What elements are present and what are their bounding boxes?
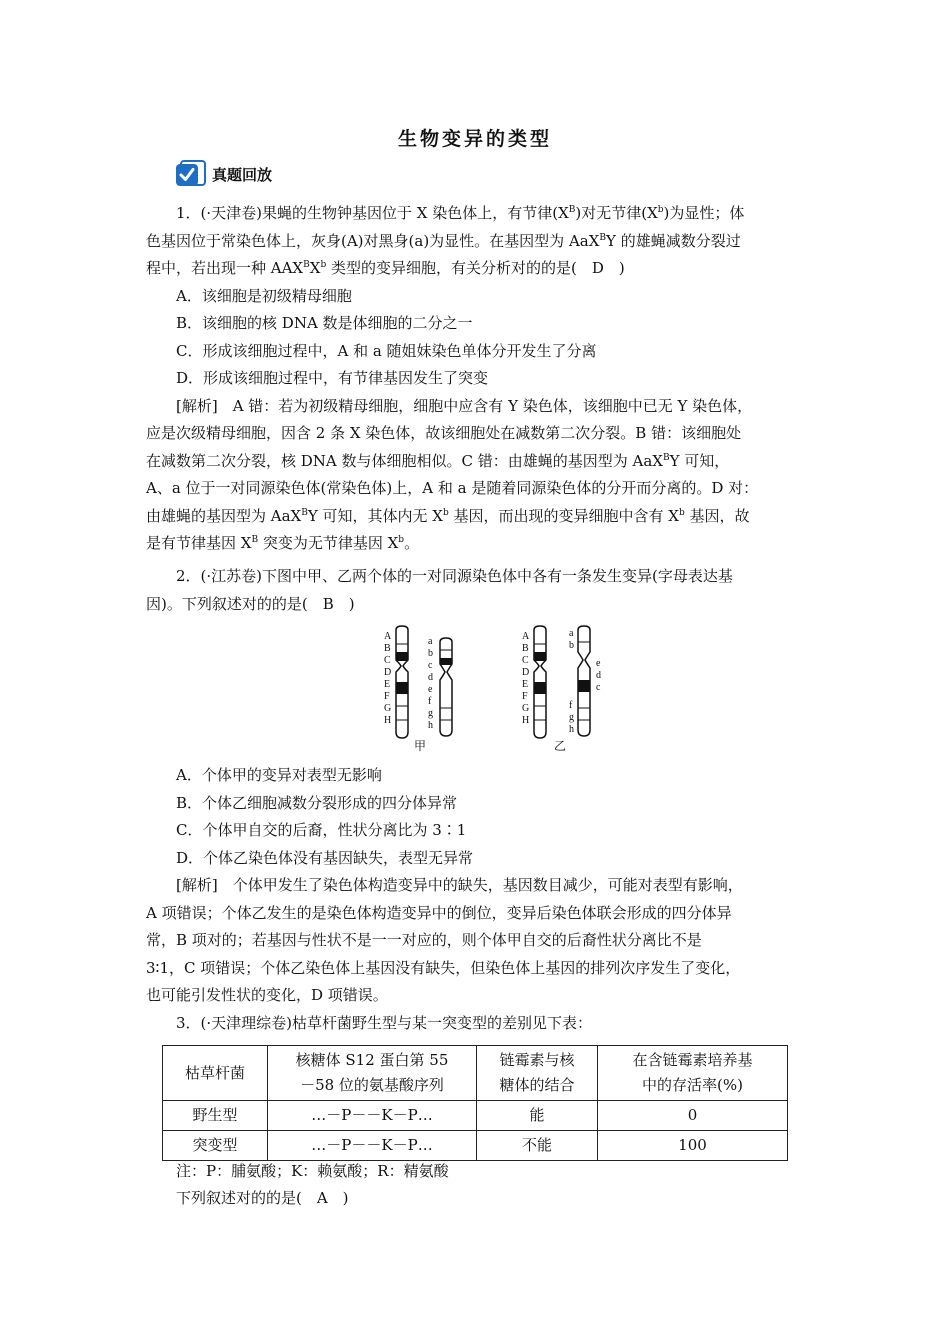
gene-label-yi-lower: h xyxy=(569,724,574,735)
table-cell: 野生型 xyxy=(163,1101,268,1131)
section-header xyxy=(176,160,272,188)
gene-label-jia-lower: h xyxy=(428,720,433,731)
gene-label-yi-lower: a xyxy=(569,628,574,639)
gene-label-jia-upper: H xyxy=(384,715,392,726)
question-2-stem-line-1: 2．(·江苏卷)下图中甲、乙两个体的一对同源染色体中各有一条发生变异(字母表达基 xyxy=(176,567,733,585)
question-2-options xyxy=(146,762,808,1037)
option-a: A．该细胞是初级精母细胞 xyxy=(176,286,352,305)
gene-label-jia-upper: E xyxy=(384,679,391,690)
section-label: 真题回放 xyxy=(212,165,273,184)
option-d: D．形成该细胞过程中，有节律基因发生了突变 xyxy=(176,369,489,387)
figure-label-yi: 乙 xyxy=(554,739,567,753)
chromosome-figure xyxy=(374,624,614,754)
gene-label-yi-upper: E xyxy=(522,679,529,690)
table-cell: 突变型 xyxy=(163,1131,268,1161)
gene-label-jia-upper: F xyxy=(384,691,390,702)
question-1 xyxy=(146,200,808,558)
gene-label-yi-upper: G xyxy=(522,703,530,714)
table-cell: 0 xyxy=(598,1101,788,1131)
question-1-stem-line-3: 程中，若出现一种 $AAX^BX^b$ 类型的变异细胞，有关分析对的的是( D ) xyxy=(146,259,625,277)
table-row xyxy=(163,1131,788,1161)
option-d: D．个体乙染色体没有基因缺失，表型无异常 xyxy=(176,848,474,867)
comparison-table xyxy=(162,1045,788,1161)
figure-label-jia: 甲 xyxy=(414,739,427,753)
table-header-cell: 枯草杆菌 xyxy=(163,1046,268,1101)
table-note-block xyxy=(176,1158,449,1212)
table-note: 注：P：脯氨酸；K：赖氨酸；R：精氨酸 xyxy=(176,1162,449,1180)
table-cell: 不能 xyxy=(477,1131,598,1161)
gene-label-yi-upper: A xyxy=(522,631,530,642)
analysis-line: A、a 位于一对同源染色体(常染色体)上，A 和 a 是随着同源染色体的分开而分离的。D 对： xyxy=(146,479,759,497)
gene-label-jia-lower: e xyxy=(428,684,433,695)
analysis-line: 也可能引发性状的变化，D 项错误。 xyxy=(146,986,388,1004)
question-2-stem-line-2: 因)。下列叙述对的的是( B ) xyxy=(146,594,355,613)
table-cell: …－P－－K－P… xyxy=(268,1101,477,1131)
option-a: A．个体甲的变异对表型无影响 xyxy=(176,766,382,784)
gene-label-yi-upper: C xyxy=(522,655,529,666)
table-row xyxy=(163,1101,788,1131)
page-title: 生物变异的类型 xyxy=(397,128,552,150)
table-header-cell: 核糖体 S12 蛋白第 55 －58 位的氨基酸序列 xyxy=(268,1046,477,1101)
gene-label-jia-lower: d xyxy=(428,672,433,683)
table-cell: 能 xyxy=(477,1101,598,1131)
table-header-cell: 在含链霉素培养基 中的存活率(%) xyxy=(598,1046,788,1101)
gene-label-yi-upper: H xyxy=(522,715,530,726)
analysis-line: A 项错误；个体乙发生的是染色体构造变异中的倒位，变异后染色体联会形成的四分体异 xyxy=(146,903,732,922)
gene-label-yi-lower: g xyxy=(569,712,574,723)
analysis-line: 由雄蝇的基因型为 AaX$^B$Y 可知，其体内无 $X^b$ 基因，而出现的变异细胞中含有 $X^b$ 基因，故 xyxy=(146,506,750,525)
gene-label-jia-lower: c xyxy=(428,660,433,671)
analysis-line: 3∶1，C 项错误；个体乙染色体上基因没有缺失，但染色体上基因的排列次序发生了变化， xyxy=(146,958,741,977)
option-b: B．个体乙细胞减数分裂形成的四分体异常 xyxy=(176,793,458,812)
gene-label-jia-lower: g xyxy=(428,708,433,719)
question-1-stem-line-1: 1．(·天津卷)果蝇的生物钟基因位于 X 染色体上，有节律$(X^B)$对无节律$(X^b)$为显性；体 xyxy=(176,204,745,222)
chromosome-jia-upper xyxy=(396,626,408,738)
gene-label-jia-lower: b xyxy=(428,648,433,659)
table-header-cell: 链霉素与核 糖体的结合 xyxy=(477,1046,598,1101)
gene-label-jia-lower: a xyxy=(428,636,433,647)
gene-label-yi-lower: f xyxy=(569,700,573,711)
gene-label-jia-upper: A xyxy=(384,631,392,642)
table-cell: …－P－－K－P… xyxy=(268,1131,477,1161)
gene-label-yi-lower: b xyxy=(569,640,574,651)
question-3-prompt: 下列叙述对的的是( A ) xyxy=(176,1189,349,1207)
gene-label-yi-lower: e xyxy=(596,658,601,669)
question-3-stem: 3．(·天津理综卷)枯草杆菌野生型与某一突变型的差别见下表： xyxy=(176,1013,593,1032)
gene-label-jia-upper: D xyxy=(384,667,392,678)
analysis-line: [解析] 个体甲发生了染色体构造变异中的缺失，基因数目减少，可能对表型有影响， xyxy=(176,876,743,894)
chromosome-yi-upper xyxy=(534,626,546,738)
table-cell: 100 xyxy=(598,1131,788,1161)
gene-label-yi-lower: c xyxy=(596,682,601,693)
option-c: C．个体甲自交的后裔，性状分离比为 3∶1 xyxy=(176,821,467,839)
analysis-line: 是有节律基因 $X^B$ 突变为无节律基因 $X^b$。 xyxy=(146,534,420,552)
gene-label-jia-upper: G xyxy=(384,703,392,714)
gene-label-yi-upper: D xyxy=(522,667,530,678)
table-header-row xyxy=(163,1046,788,1101)
analysis-line: 应是次级精母细胞，因含 2 条 X 染色体，故该细胞处在减数第二次分裂。B 错：该细胞处 xyxy=(146,424,742,442)
analysis-line: [解析] A 错：若为初级精母细胞，细胞中应含有 Y 染色体，该细胞中已无 Y 染色体， xyxy=(176,396,753,415)
checkbox-icon xyxy=(176,160,204,188)
gene-label-yi-lower: d xyxy=(596,670,601,681)
gene-label-jia-upper: B xyxy=(384,643,391,654)
gene-label-yi-upper: B xyxy=(522,643,529,654)
question-2 xyxy=(146,563,808,618)
gene-label-jia-upper: C xyxy=(384,655,391,666)
chromosome-yi-lower xyxy=(578,626,590,736)
gene-label-yi-upper: F xyxy=(522,691,528,702)
option-b: B．该细胞的核 DNA 数是体细胞的二分之一 xyxy=(176,314,473,332)
chromosome-jia-lower xyxy=(440,638,452,736)
option-c: C．形成该细胞过程中，A 和 a 随姐妹染色单体分开发生了分离 xyxy=(176,341,597,360)
analysis-line: 在减数第二次分裂，核 DNA 数与体细胞相似。C 错：由雄蝇的基因型为 AaX$^B$Y 可知， xyxy=(146,451,730,470)
analysis-line: 常，B 项对的；若基因与性状不是一一对应的，则个体甲自交的后裔性状分离比不是 xyxy=(146,931,702,949)
gene-label-jia-lower: f xyxy=(428,696,432,707)
question-1-stem-line-2: 色基因位于常染色体上，灰身(A)对黑身(a)为显性。在基因型为 AaX$^B$Y 的雄蝇减数分裂过 xyxy=(146,231,741,250)
